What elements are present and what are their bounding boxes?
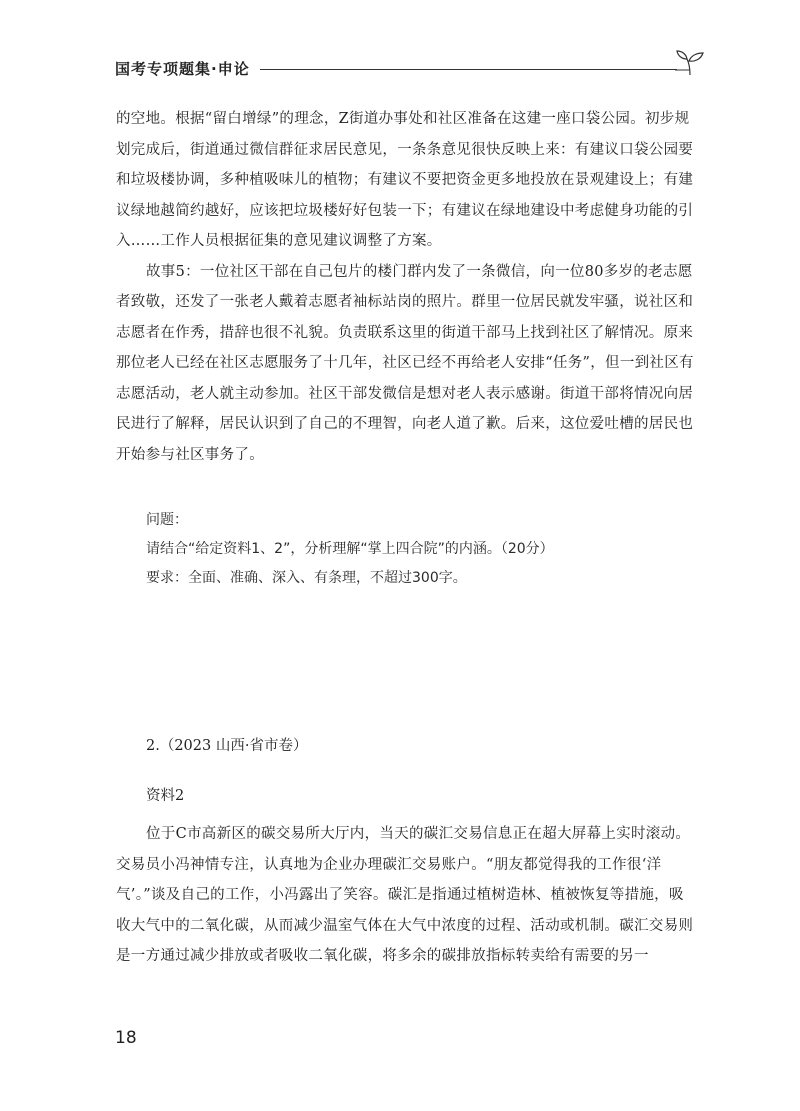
- material-2-paragraph: 位于C市高新区的碳交易所大厅内，当天的碳汇交易信息正在超大屏幕上实时滚动。交易员小冯神情专注，认真地为企业办理碳汇交易账户。“朋友都觉得我的工作很‘洋气’。”谈及自己的工作，小冯露出了笑容。碳汇是指通过植树造林、植被恢复等措施，吸收大气中的二氧化碳，从而减少温室气体在大气中浓度的过程、活动或机制。碳汇交易则是一方通过减少排放或者吸收二氧化碳，将多余的碳排放指标转卖给有需要的另一: [116, 826, 694, 964]
- question-block: [146, 506, 694, 593]
- paragraph-story-5: 故事5：一位社区干部在自己包片的楼门群内发了一条微信，向一位80多岁的老志愿者致敬，还发了一张老人戴着志愿者袖标站岗的照片。群里一位居民就发牢骚，说社区和志愿者在作秀，措辞也很不礼貌。负责联系这里的街道干部马上找到社区了解情况。原来那位老人已经在社区志愿服务了十几年，社区已经不再给老人安排“任务”，但一到社区有志愿活动，老人就主动参加。社区干部发微信是想对老人表示感谢。街道干部将情况向居民进行了解释，居民认识到了自己的不理智，向老人道了歉。后来，这位爱吐槽的居民也开始参与社区事务了。: [116, 263, 694, 463]
- question-label: 问题：: [146, 512, 188, 528]
- item-source: 2.（2023 山西·省市卷）: [146, 738, 308, 754]
- material-label: 资料2: [146, 788, 185, 804]
- paragraph-continued: 的空地。根据“留白增绿”的理念，Z街道办事处和社区准备在这建一座口袋公园。初步规划完成后，街道通过微信群征求居民意见，一条条意见很快反映上来：有建议口袋公园要和垃圾楼协调，多种植吸味儿的植物；有建议不要把资金更多地投放在景观建设上；有建议绿地越简约越好，应该把垃圾楼好好包装一下；有建议在绿地建设中考虑健身功能的引入……工作人员根据征集的意见建议调整了方案。: [116, 111, 694, 249]
- page-number: 18: [115, 1028, 137, 1048]
- question-prompt: 请结合“给定资料1、2”，分析理解“掌上四合院”的内涵。（20分）: [146, 541, 554, 557]
- running-header: [115, 58, 705, 88]
- header-title: 国考专项题集·申论: [115, 60, 250, 78]
- question-requirement: 要求：全面、准确、深入、有条理，不超过300字。: [146, 570, 467, 586]
- header-rule: [260, 69, 677, 70]
- material-2-body: [116, 819, 694, 972]
- sprout-icon: [675, 48, 705, 78]
- passage-continued: [116, 104, 694, 470]
